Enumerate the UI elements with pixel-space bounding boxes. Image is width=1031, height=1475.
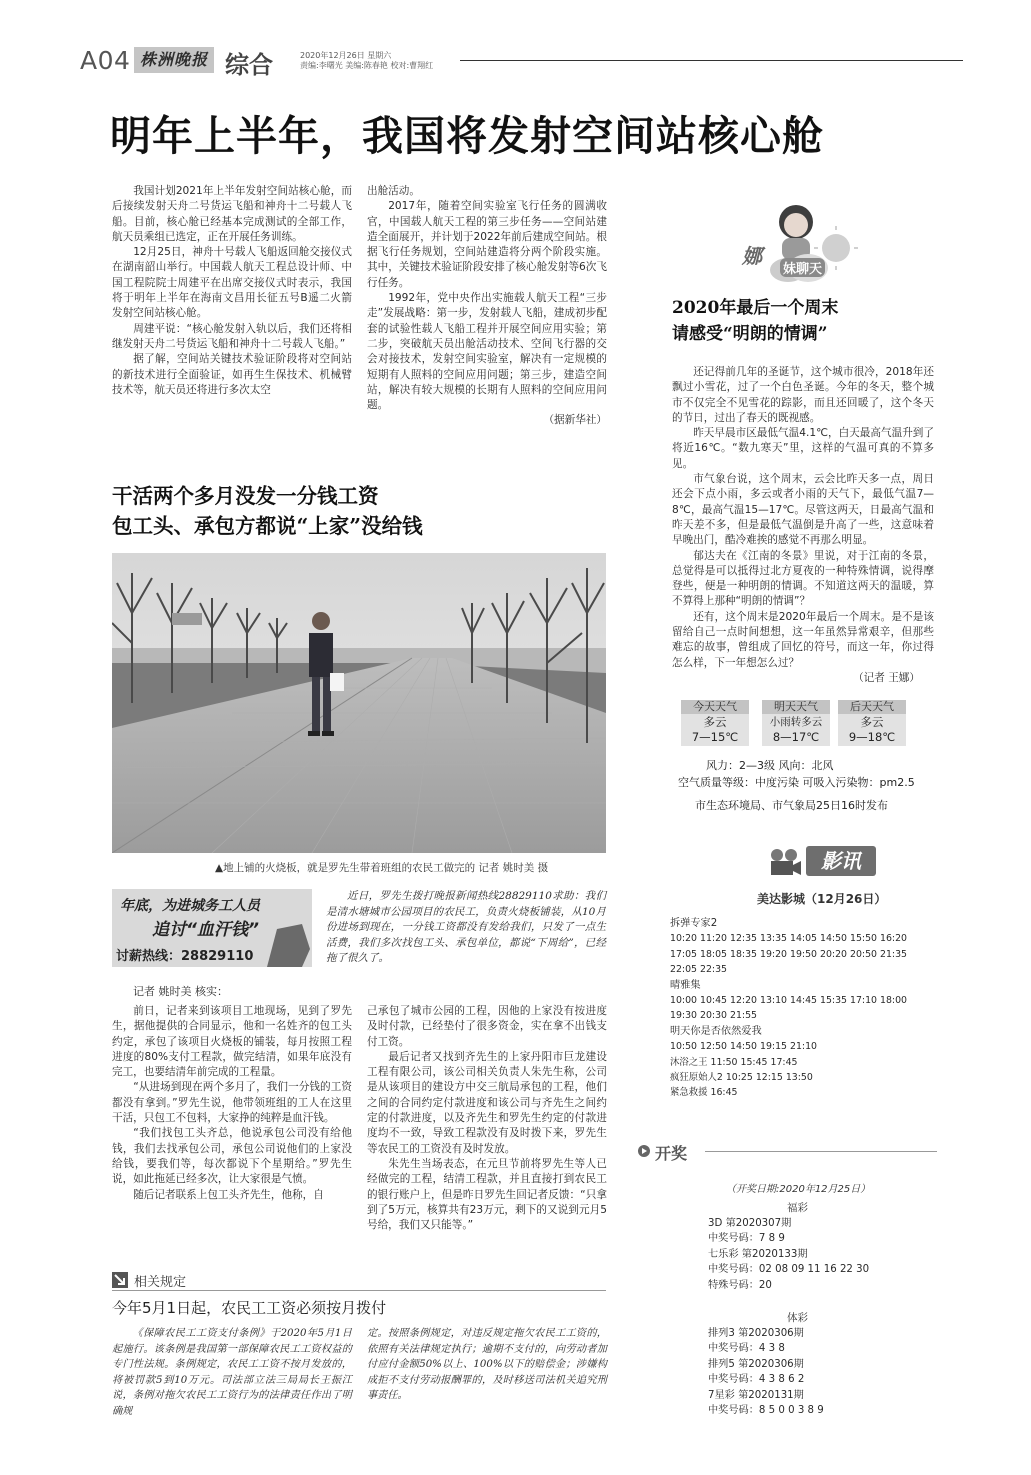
hotline-number: 讨薪热线：28829110	[116, 949, 254, 964]
wage-para: 己承包了城市公园的工程，因他的上家没有按进度及时付款，已经垫付了很多资金，实在拿不出钱支付工资。	[367, 1005, 607, 1048]
related-col2: 定。按照条例规定，对违反规定拖欠农民工工资的，依照有关法律规定执行；逾期不支付的，向劳动者加付应付金额50%以上、100%以下的赔偿金；涉嫌构成拒不支付劳动报酬罪的，及时移送司法机关追究刑事责任。	[367, 1328, 607, 1401]
related-tag	[112, 1270, 202, 1290]
forecast-temp: 9—18℃	[848, 730, 896, 744]
wage-para: “我们找包工头齐总，他说承包公司没有给他钱，我们去找承包公司，承包公司说他们的上家没给钱，要我们等，每次都说下个星期给。”罗先生说，如此拖延已经多次，让大家很是气愤。	[112, 1127, 352, 1186]
wage-para: 随后记者联系上包工头齐先生，他称，自	[133, 1188, 324, 1201]
showtimes: 22:05 22:35	[670, 964, 728, 976]
lead-para: 周建平说：“核心舱发射入轨以后，我们还将相继发射天舟二号货运飞船和神舟十二号载人飞船。”	[112, 322, 352, 350]
section-title: 综合	[225, 51, 273, 79]
fist-icon	[262, 919, 312, 967]
lottery-line: 7星彩 第2020131期	[708, 1389, 804, 1401]
forecast-tomorrow	[762, 700, 830, 746]
wage-column-1	[112, 1004, 352, 1203]
weather-headline	[672, 295, 838, 347]
related-tag-label: 相关规定	[134, 1275, 187, 1290]
forecast-day: 明天天气	[762, 700, 830, 714]
hotline-logo-line2: 追讨“血汗钱”	[152, 920, 259, 940]
lottery-tag	[637, 1141, 937, 1161]
wage-column-2	[367, 1004, 607, 1233]
host-name-badge: 娜	[742, 244, 762, 268]
hotline-logo-line1: 年底，为进城务工人员	[120, 898, 260, 914]
forecast-condition: 小雨转多云	[769, 716, 823, 728]
lottery-date: （开奖日期:2020年12月25日）	[726, 1184, 871, 1195]
fucai-results	[708, 1216, 928, 1293]
wage-intro: 近日，罗先生拨打晚报新闻热线28829110求助：我们是清水塘城市公园项目的农民工，负责火烧板铺装，从10月份进场到现在，一分钱工资都没有发给我们，只发了一点生活费，我们多次找包工头、承包单位，都说“下周给”，已经拖了很久了。	[326, 890, 606, 964]
lottery-line: 排列5 第2020306期	[708, 1358, 804, 1370]
wind-info: 风力：2—3级 风向：北风	[706, 759, 834, 772]
header-date: 2020年12月26日 星期六	[300, 51, 392, 60]
lead-para: 据了解，空间站关键技术验证阶段将对空间站的新技术进行全面验证，如再生生保技术、机械臂技术等，航天员还将进行多次太空	[112, 353, 352, 396]
ticai-results	[708, 1326, 928, 1418]
lead-para: 12月25日，神舟十号载人飞船返回舱交接仪式在湖南韶山举行。中国载人航天工程总设计师、中国工程院院士周建平在出席交接仪式时表示，我国将于明年上半年在海南文昌用长征五号B遥二火箭发射空间站核心舱。	[112, 246, 352, 320]
column-badge: 妹聊天	[780, 258, 825, 277]
lottery-line: 中奖号码：4 3 8 6 2	[708, 1374, 805, 1386]
forecast-condition: 多云	[860, 715, 884, 729]
wage-headline-line2: 包工头、承包方都说“上家”没给钱	[112, 514, 423, 538]
cinema-schedule	[670, 916, 935, 1101]
weather-para: 昨天早晨市区最低气温4.1℃，白天最高气温升到了将近16℃。“数九寒天”里，这样的气温可真的不算多见。	[672, 427, 934, 470]
weather-para: 市气象台说，这个周末，云会比昨天多一点，周日还会下点小雨，多云或者小雨的天气下，最低气温7—8℃，最高气温15—17℃。尽管这两天，日最高气温和昨天差不多，但是最低气温倒是升高了一些，这意味着早晚出门，酷冷难挨的感觉不再那么明显。	[672, 473, 934, 547]
wage-headline-line1: 干活两个多月没发一分钱工资	[112, 484, 379, 508]
showtimes: 17:05 18:05 18:35 19:20 19:50 20:20 20:50 21:35	[670, 948, 907, 960]
related-rule	[112, 1290, 606, 1291]
ticai-title: 体彩	[787, 1312, 808, 1324]
lottery-tag-label: 开奖	[655, 1144, 688, 1163]
weather-article	[672, 365, 934, 686]
lead-para: 2017年，随着空间实验室飞行任务的圆满收官，中国载人航天工程的第三步任务——空间站建造全面展开，并计划于2022年前后建成空间站。根据飞行任务规划，空间站建造将分两个阶段实施。其中，关键技术验证阶段安排了核心舱发射等6次飞行任务。	[367, 200, 607, 289]
weather-byline: （记者 王娜）	[853, 671, 920, 684]
lead-headline: 明年上半年，我国将发射空间站核心舱	[110, 112, 824, 160]
header-editors: 责编:李曙光 美编:陈春艳 校对:曹翔红	[300, 61, 434, 70]
film-camera-icon	[768, 847, 802, 877]
lead-para: 1992年，党中央作出实施载人航天工程“三步走”发展战略：第一步，发射载人飞船，建成初步配套的试验性载人飞船工程并开展空间应用实验；第二步，突破航天员出舱活动技术、空间飞行器的交会对接技术，发射空间实验室，解决有一定规模的短期有人照料的空间应用问题；第三步，建造空间站，解决有较大规模的长期有人照料的空间应用问题。	[367, 292, 607, 412]
photo-caption: ▲地上铺的火烧板，就是罗先生带着班组的农民工做完的 记者 姚时美 摄	[215, 862, 549, 874]
weather-headline-line1: 2020年最后一个周末	[672, 298, 839, 318]
lottery-line: 排列3 第2020306期	[708, 1328, 804, 1339]
lead-para: 我国计划2021年上半年发射空间站核心舱，而后接续发射天舟二号货运飞船和神舟十二号载人飞船。目前，核心舱已经基本完成测试的全部工作，航天员乘组已选定，正在开展任务训练。	[112, 185, 352, 243]
weather-headline-line2: 请感受“明朗的情调”	[672, 324, 828, 344]
forecast-day: 今天天气	[681, 700, 749, 714]
weather-para: 郁达夫在《江南的冬景》里说，对于江南的冬景，总觉得是可以抵得过北方夏夜的一种特殊情调，说得摩登些，便是一种明朗的情调。不知道这两天的温暖，算不算得上那种“明朗的情调”？	[672, 549, 934, 608]
wage-headline	[112, 481, 423, 541]
movie-title: 晴雅集	[670, 979, 701, 991]
movie-showtimes: 疯狂原始人2 10:25 12:15 13:50	[670, 1072, 813, 1084]
lottery-line: 中奖号码：8 5 0 0 3 8 9	[708, 1405, 824, 1417]
lottery-line: 七乐彩 第2020133期	[708, 1248, 808, 1260]
lottery-line: 中奖号码：02 08 09 11 16 22 30	[708, 1264, 870, 1276]
forecast-temp: 7—15℃	[691, 730, 739, 744]
forecast-condition: 多云	[703, 715, 727, 729]
construction-site-photo	[112, 553, 606, 853]
weather-para: 还记得前几年的圣诞节，这个城市很冷，2018年还飘过小雪花，过了一个白色圣诞。今年的冬天，整个城市不仅完全不见雪花的踪影，而且还回暖了，这个冬天的节日，过出了春天的既视感。	[672, 366, 934, 424]
wage-para: 最后记者又找到齐先生的上家丹阳市巨龙建设工程有限公司，该公司相关负责人朱先生称，公司是从该项目的建设方中交三航局承包的工程，他们之间的合同约定付款进度和该公司与齐先生之间约定的付款进度，以及齐先生和罗先生约定的付款进度均不一致，导致工程款没有及时拨下来，罗先生等农民工的工资没有及时发放。	[367, 1050, 607, 1155]
page-number: A04	[80, 46, 131, 75]
forecast-temp: 8—17℃	[772, 730, 820, 744]
cinema-theater: 美达影城（12月26日）	[757, 892, 887, 906]
lead-column-2	[367, 184, 607, 429]
related-headline: 今年5月1日起，农民工工资必须按月拨付	[112, 1299, 387, 1317]
lottery-line: 3D 第2020307期	[708, 1218, 792, 1229]
related-col1: 《保障农民工工资支付条例》于2020年5月1日起施行。该条例是我国第一部保障农民工工资权益的专门性法规。条例规定，农民工工资不按月发放的，将被罚款5到10万元。司法部立法三局局长王振江说，条例对拖欠农民工工资行为的法律责任作出了明确规	[112, 1328, 352, 1417]
forecast-day-after	[838, 700, 906, 746]
movie-showtimes: 紧急救援 16:45	[670, 1087, 738, 1099]
air-quality: 空气质量等级：中度污染 可吸入污染物：pm2.5	[678, 776, 915, 789]
fucai-title: 福彩	[787, 1202, 808, 1214]
arrow-icon	[112, 1272, 128, 1288]
movie-title: 明天你是否依然爱我	[670, 1025, 762, 1037]
bullet-icon	[637, 1144, 651, 1158]
lottery-line: 中奖号码：7 8 9	[708, 1233, 785, 1245]
wage-para: 朱先生当场表态，在元旦节前将罗先生等人已经做完的工程，结清工程款，并且直接打到农民工的银行账户上，但是昨日罗先生回记者反馈：“只拿到了5万元，核算共有23万元，剩下的又说到元月5号给，我们又只能等。”	[367, 1157, 607, 1232]
hotline-logo	[112, 889, 312, 967]
wage-para: “从进场到现在两个多月了，我们一分钱的工资都没有拿到。”罗先生说，他带领班组的工人在这里干活，只包工不包料，大家挣的纯粹是血汗钱。	[112, 1081, 352, 1125]
construction-site-photo-image	[112, 553, 606, 853]
showtimes: 10:50 12:50 14:50 19:15 21:10	[670, 1041, 818, 1053]
forecast-today	[681, 700, 749, 746]
lead-column-1	[112, 184, 352, 398]
lottery-line: 中奖号码：4 3 8	[708, 1343, 785, 1355]
showtimes: 19:30 20:30 21:55	[670, 1010, 758, 1022]
wage-byline: 记者 姚时美 核实：	[133, 985, 228, 998]
lead-source: （据新华社）	[543, 414, 607, 427]
lottery-line: 特殊号码：20	[708, 1279, 772, 1291]
forecast-day: 后天天气	[838, 700, 906, 714]
lead-para: 出舱活动。	[367, 185, 420, 197]
header-rule	[460, 60, 963, 61]
wage-para: 前日，记者来到该项目工地现场，见到了罗先生，据他提供的合同显示，他和一名姓齐的包工头约定，承包了该项目火烧板的铺装，每月按照工程进度的80%支付工程款，做完结清，如果年底没有完工，也要结清年前完成的工程量。	[112, 1005, 352, 1079]
weather-column-logo	[738, 198, 858, 288]
weather-issuer: 市生态环境局、市气象局25日16时发布	[695, 799, 888, 812]
masthead-logo: 株洲晚报	[134, 47, 214, 73]
header-meta	[300, 51, 433, 71]
cinema-tag-label: 影讯	[806, 846, 876, 876]
showtimes: 10:00 10:45 12:20 13:10 14:45 15:35 17:10 18:00	[670, 995, 907, 1007]
movie-title: 拆弹专家2	[670, 918, 718, 929]
weather-para: 还有，这个周末是2020年最后一个周末。是不是该留给自己一点时间想想，这一年虽然异常艰辛，但那些难忘的故事，曾组成了回忆的符号，而这一年，你过得怎么样，下一年想怎么过？	[672, 610, 934, 669]
showtimes: 10:20 11:20 12:35 13:35 14:05 14:50 15:50 16:20	[670, 933, 907, 945]
cinema-tag	[768, 846, 878, 878]
movie-showtimes: 沐浴之王 11:50 15:45 17:45	[670, 1056, 798, 1068]
lottery-rule	[705, 1151, 937, 1152]
